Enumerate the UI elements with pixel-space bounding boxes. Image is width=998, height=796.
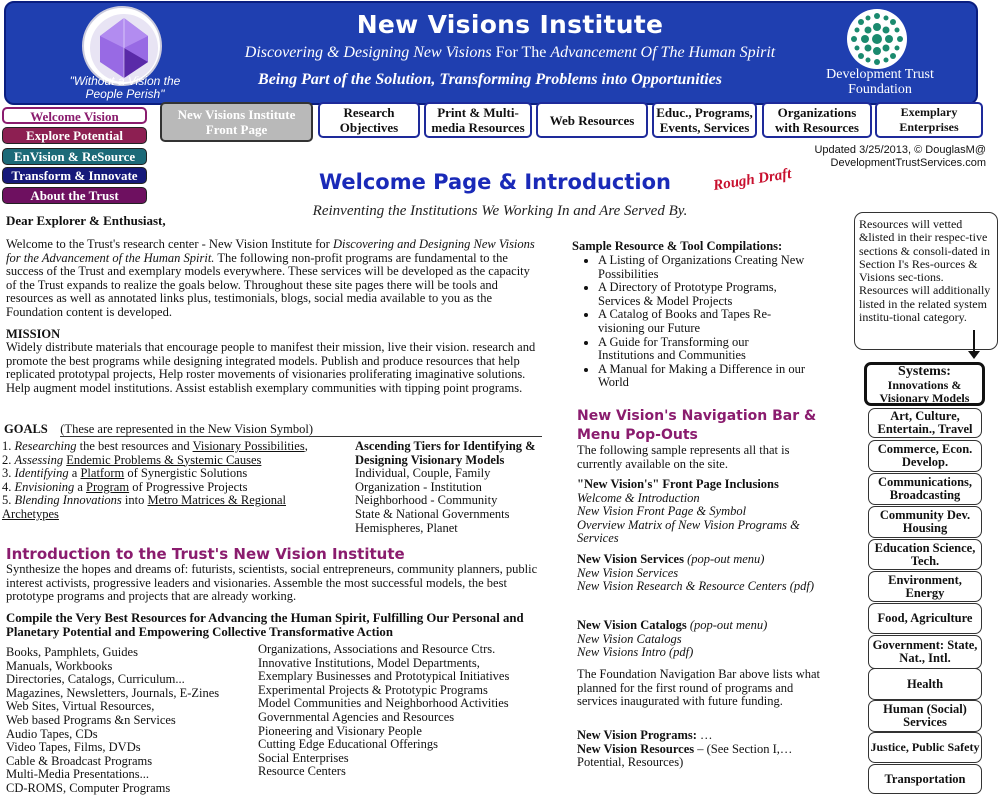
nav-research-objectives[interactable]: Research Objectives (318, 102, 420, 138)
media-list (6, 646, 256, 796)
mission-text: Widely distribute materials that encourage people to manifest their mission, live their vision. research and promote the best programs while designing integrated models. Publish and produce resources that help replicated prototypal projects, Help roster movements of visionaries proliferating imaginative solutions. Help augment model institutions. Assist establish exemplary communities with tipping point programs. (6, 340, 536, 395)
tier-item: State & National Governments (355, 506, 510, 521)
updated-notice: Updated 3/25/2013, © DouglasM@ DevelopmentTrustServices.com (814, 144, 986, 169)
list-item: Organizations, Associations and Resource Ctrs. (258, 642, 496, 656)
list-item: Web based Programs &n Services (6, 712, 176, 727)
nav-educ-programs[interactable]: Educ., Programs, Events, Services (652, 102, 757, 138)
tier-item: Neighborhood - Community (355, 493, 498, 508)
system-education[interactable]: Education Science, Tech. (868, 539, 982, 570)
rough-draft-stamp: Rough Draft (712, 165, 793, 195)
tiers-block (355, 440, 545, 535)
list-item[interactable]: Welcome & Introduction (577, 490, 700, 505)
goal-item: 2. Assessing Endemic Problems & Systemic Causes (2, 452, 262, 467)
nav-organizations[interactable]: Organizations with Resources (762, 102, 872, 138)
menu-about-trust[interactable]: About the Trust (2, 187, 147, 204)
list-item: Multi-Media Presentations... (6, 767, 150, 782)
resources-note-box: Resources will vetted &listed in their respec-tive sections & consoli-dated in Section I's Res-ources & Visions sec-tions. Resources will additionally listed in the related system institu-tional category. (854, 212, 998, 350)
foundation-navbar-text: The Foundation Navigation Bar above lists what planned for the first round of programs and services inaugurated with future funding. (577, 667, 821, 709)
system-food[interactable]: Food, Agriculture (868, 603, 982, 634)
foundation-seal-icon[interactable] (846, 8, 908, 70)
list-item[interactable]: New Vision Front Page & Symbol (577, 504, 747, 519)
list-item: Experimental Projects & Prototypic Programs (258, 682, 488, 697)
navbar-text: The following sample represents all that is currently available on the site. (577, 443, 790, 471)
system-human-services[interactable]: Human (Social) Services (868, 700, 982, 732)
list-item: Web Sites, Virtual Resources, (6, 699, 155, 714)
goals-heading: GOALS (These are represented in the New Vision Symbol) (4, 422, 314, 436)
services-block (577, 553, 822, 594)
mission-heading: MISSION (6, 327, 61, 341)
front-inclusions-heading: "New Vision's" Front Page Inclusions (577, 477, 779, 491)
catalogs-heading: New Vision Catalogs (pop-out menu) (577, 618, 768, 632)
goal-item: 5. Blending Innovations into Metro Matrices & Regional Archetypes (2, 493, 286, 521)
list-item: Books, Pamphlets, Guides (6, 645, 138, 659)
system-health[interactable]: Health (868, 668, 982, 700)
services-heading: New Vision Services (pop-out menu) (577, 552, 765, 566)
list-item: Video Tapes, Films, DVDs (6, 740, 141, 755)
catalogs-block (577, 619, 822, 660)
system-government[interactable]: Government: State, Nat., Intl. (868, 635, 982, 669)
motto-text: "Without a Vision the People Perish" (69, 74, 181, 101)
list-item: Cable & Broadcast Programs (6, 753, 153, 768)
tier-item: Hemispheres, Planet (355, 520, 458, 535)
goal-link[interactable]: Program (86, 479, 130, 494)
samples-list (572, 254, 808, 390)
organizations-list (258, 643, 548, 779)
systems-title: Systems: (898, 363, 951, 379)
list-item: Cutting Edge Educational Offerings (258, 737, 438, 752)
list-item[interactable]: New Visions Intro (pdf) (577, 645, 694, 660)
nav-exemplary-enterprises[interactable]: Exemplary Enterprises (875, 102, 983, 138)
programs-line: New Vision Programs: … (577, 728, 713, 742)
list-item: • A Catalog of Books and Tapes Re-visioning our Future (598, 308, 808, 335)
menu-transform-innovate[interactable]: Transform & Innovate (2, 167, 147, 184)
tier-item: Individual, Couple, Family (355, 466, 491, 481)
system-community-dev[interactable]: Community Dev. Housing (868, 506, 982, 538)
list-item: Social Enterprises (258, 750, 349, 765)
list-item: CD-ROMS, Computer Programs (6, 780, 171, 795)
goal-item: 3. Identifying a Platform of Synergistic Solutions (2, 466, 248, 481)
goal-link[interactable]: Metro Matrices & Regional Archetypes (2, 493, 286, 521)
intro-heading: Introduction to the Trust's New Vision Institute (6, 545, 405, 563)
list-item: Manuals, Workbooks (6, 658, 113, 673)
list-item: Innovative Institutions, Model Departments, (258, 655, 480, 670)
list-item[interactable]: New Vision Research & Resource Centers (pdf) (577, 579, 814, 594)
menu-welcome-vision[interactable]: Welcome Vision (2, 107, 147, 124)
system-communications[interactable]: Communications, Broadcasting (868, 473, 982, 505)
foundation-name: Development Trust Foundation (826, 67, 934, 97)
goal-item: 4. Envisioning a Program of Progressive Projects (2, 479, 248, 494)
nav-front-page[interactable]: New Visions Institute Front Page (160, 102, 313, 142)
compile-heading: Compile the Very Best Resources for Advancing the Human Spirit, Fulfilling Our Personal and Planetary Potential and Empowering Collective Transformative Action (6, 611, 524, 639)
systems-subtitle: Innovations & Visionary Models (879, 377, 970, 405)
list-item: • A Guide for Transforming our Institutions and Communities (598, 336, 808, 363)
list-item: Model Communities and Neighborhood Activities (258, 696, 509, 711)
resources-line: New Vision Resources – (See Section I,… Potential, Resources) (577, 741, 793, 770)
list-item: Pioneering and Visionary People (258, 723, 422, 738)
tiers-heading: Ascending Tiers for Identifying & Designing Visionary Models (355, 439, 536, 467)
nav-web-resources[interactable]: Web Resources (536, 102, 648, 138)
list-item: Resource Centers (258, 764, 346, 779)
list-item: • A Directory of Prototype Programs, Services & Model Projects (598, 281, 808, 308)
front-inclusions-block (577, 478, 822, 546)
menu-explore-potential[interactable]: Explore Potential (2, 127, 147, 144)
list-item: • A Manual for Making a Difference in our World (598, 363, 808, 390)
list-item: Audio Tapes, CDs (6, 726, 98, 741)
goal-link[interactable]: Platform (80, 466, 125, 481)
programs-resources-block (577, 729, 822, 770)
list-item: Directories, Catalogs, Curriculum... (6, 672, 185, 687)
systems-title-box[interactable] (864, 362, 985, 406)
list-item[interactable]: Overview Matrix of New Vision Programs & Services (577, 517, 800, 546)
divider (60, 436, 542, 437)
site-title: New Visions Institute (356, 10, 664, 39)
system-transportation[interactable]: Transportation (868, 764, 982, 794)
arrow-down-icon (968, 351, 980, 359)
list-item: Exemplary Businesses and Prototypical Initiatives (258, 669, 510, 684)
page-title: Welcome Page & Introduction (318, 170, 671, 194)
list-item: Magazines, Newsletters, Journals, E-Zines (6, 685, 220, 700)
site-subtagline: Being Part of the Solution, Transforming Problems into Opportunities (258, 71, 722, 88)
menu-envision-resource[interactable]: EnVision & ReSource (2, 148, 147, 165)
system-justice[interactable]: Justice, Public Safety (868, 732, 982, 763)
list-item[interactable]: New Vision Services (577, 565, 679, 580)
goal-item: 1. Researching the best resources and Visionary Possibilities, (2, 439, 308, 453)
welcome-paragraph: Welcome to the Trust's research center - New Vision Institute for Discovering and Designing New Visions for the Advancement of the Human Spirit. The following non-profit programs are fundamental to the success of the Trust and exemplary models everywhere. These services will be developed as the capacity of the Trust expands to realize the goals below. Throughout these site pages there will be tools and resources as well as annotated links plus, testimonials, blogs, social media available to you as the Foundation content is developed. (6, 237, 535, 319)
goal-link[interactable]: Endemic Problems & Systemic Causes (66, 452, 262, 467)
system-commerce[interactable]: Commerce, Econ. Develop. (868, 440, 982, 472)
site-tagline: Discovering & Designing New Visions For The Advancement Of The Human Spirit (244, 44, 776, 61)
list-item[interactable]: New Vision Catalogs (577, 631, 682, 646)
list-item: • A Listing of Organizations Creating New Possibilities (598, 254, 808, 281)
intro-text: Synthesize the hopes and dreams of: futurists, scientists, social entrepreneurs, community planners, public interest activists, progressive leaders and visionaries. Assemble the most successful models, the best prototype programs and projects that are already working. (6, 562, 538, 604)
nav-print-multimedia[interactable]: Print & Multi-media Resources (424, 102, 532, 138)
goal-link[interactable]: Visionary Possibilities (192, 439, 305, 453)
tier-item: Organization - Institution (355, 479, 482, 494)
greeting: Dear Explorer & Enthusiast, (6, 213, 166, 228)
goals-list (2, 440, 342, 522)
samples-heading: Sample Resource & Tool Compilations: (572, 239, 783, 253)
system-arts[interactable]: Art, Culture, Entertain., Travel (868, 408, 982, 438)
list-item: Governmental Agencies and Resources (258, 709, 455, 724)
page-subtitle: Reinventing the Institutions We Working In and Are Served By. (312, 203, 688, 219)
navbar-heading: New Vision's Navigation Bar & Menu Pop-Outs (577, 408, 817, 443)
system-environment[interactable]: Environment, Energy (868, 571, 982, 602)
